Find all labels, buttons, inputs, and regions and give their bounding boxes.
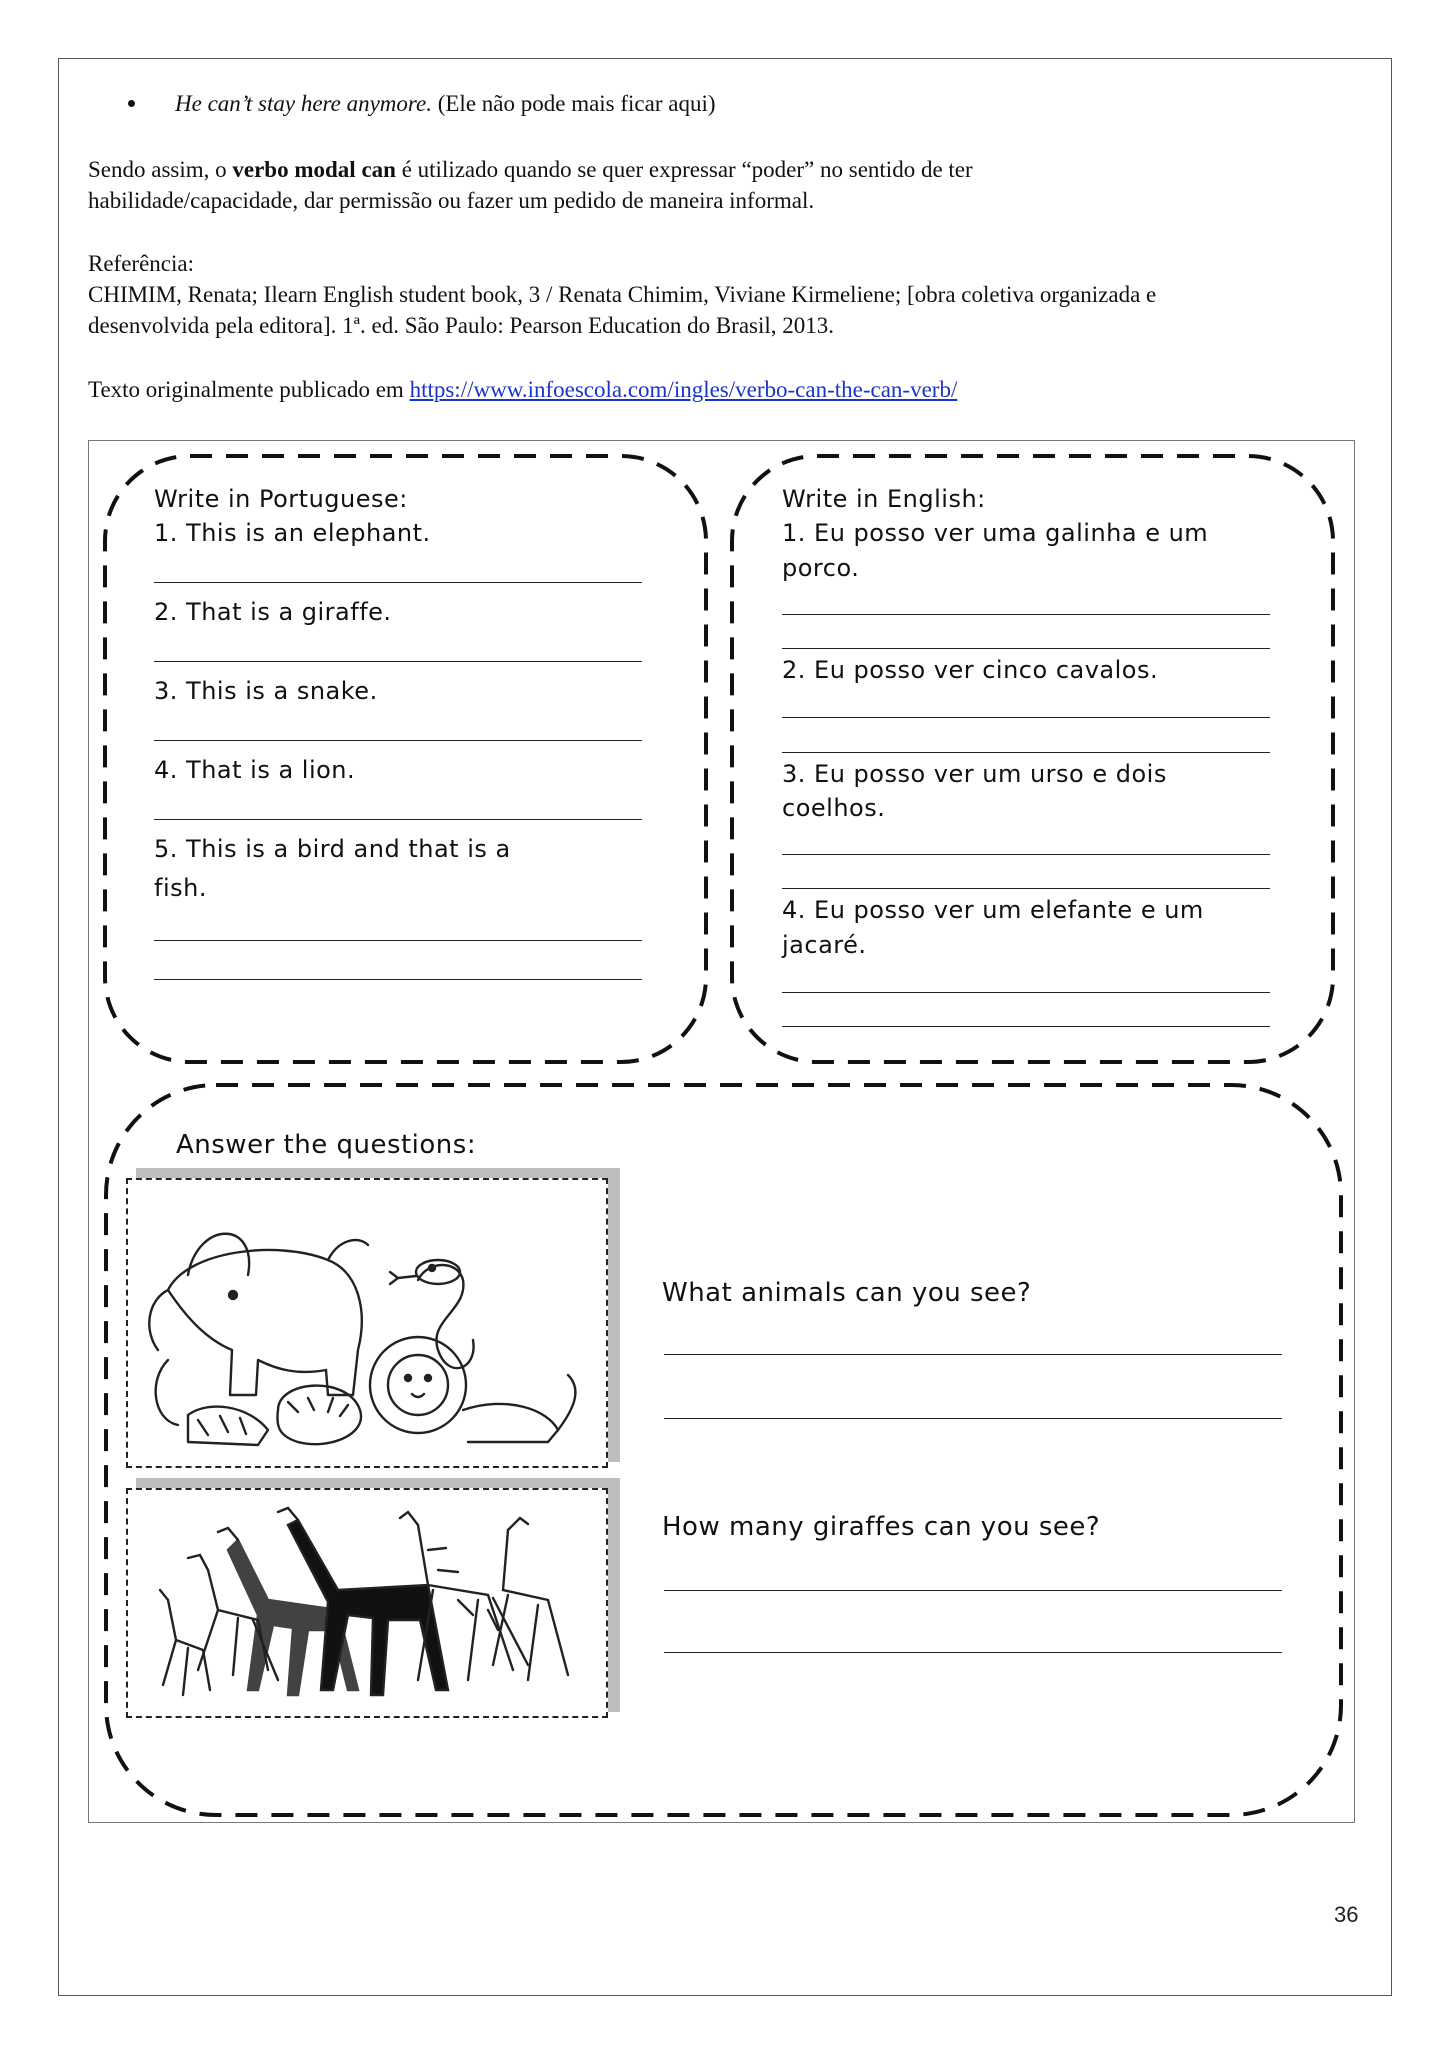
en-item-4-cont: jacaré.: [782, 931, 867, 959]
q1-answer-line-1[interactable]: [664, 1354, 1282, 1355]
q1-answer-line-2[interactable]: [664, 1418, 1282, 1419]
portuguese-title: Write in Portuguese:: [154, 485, 408, 513]
pt-item-5-cont: fish.: [154, 874, 207, 902]
en-item-3-cont: coelhos.: [782, 794, 886, 822]
summary-suffix: é utilizado quando se quer expressar “poder” no sentido de ter: [401, 157, 973, 182]
elephant-drawing: [168, 1250, 362, 1395]
en-item-4: 4. Eu posso ver um elefante e um: [782, 896, 1204, 924]
pt-item-3: 3. This is a snake.: [154, 677, 378, 705]
pt-item-5: 5. This is a bird and that is a: [154, 835, 511, 863]
giraffes-picture: [126, 1488, 608, 1718]
pt-answer-line-5a[interactable]: [154, 940, 642, 941]
en-answer-line-3b[interactable]: [782, 888, 1270, 889]
en-answer-line-1b[interactable]: [782, 648, 1270, 649]
pt-answer-line-5b[interactable]: [154, 979, 642, 980]
source-link[interactable]: https://www.infoescola.com/ingles/verbo-can-the-can-verb/: [409, 377, 958, 402]
question-1: What animals can you see?: [662, 1278, 1032, 1308]
source-prefix: Texto originalmente publicado em: [88, 377, 404, 402]
giraffe-drawing: [493, 1518, 568, 1680]
english-title: Write in English:: [782, 485, 986, 513]
en-answer-line-2b[interactable]: [782, 752, 1270, 753]
en-item-3: 3. Eu posso ver um urso e dois: [782, 760, 1167, 788]
giraffe-drawing: [160, 1590, 210, 1695]
en-item-2: 2. Eu posso ver cinco cavalos.: [782, 656, 1159, 684]
en-answer-line-2a[interactable]: [782, 717, 1270, 718]
bullet-translation: (Ele não pode mais ficar aqui): [437, 91, 716, 116]
giraffes-illustration: [128, 1490, 606, 1716]
en-answer-line-4b[interactable]: [782, 1026, 1270, 1027]
questions-title: Answer the questions:: [176, 1130, 477, 1160]
reference-label: Referência:: [88, 251, 194, 276]
summary-prefix: Sendo assim, o: [88, 157, 227, 182]
q2-answer-line-2[interactable]: [664, 1652, 1282, 1653]
question-2: How many giraffes can you see?: [662, 1512, 1101, 1542]
animals-illustration: [128, 1180, 606, 1466]
pt-item-2: 2. That is a giraffe.: [154, 598, 392, 626]
page-number: 36: [1334, 1902, 1359, 1927]
snake-drawing: [418, 1265, 474, 1368]
en-answer-line-4a[interactable]: [782, 992, 1270, 993]
pt-item-1: 1. This is an elephant.: [154, 519, 431, 547]
en-item-1-cont: porco.: [782, 554, 860, 582]
lion-drawing: [370, 1337, 466, 1433]
en-answer-line-1a[interactable]: [782, 614, 1270, 615]
bullet-sentence: He can’t stay here anymore.: [175, 91, 432, 116]
pt-answer-line-2[interactable]: [154, 661, 642, 662]
pt-answer-line-1[interactable]: [154, 582, 642, 583]
reference-line-1: CHIMIM, Renata; Ilearn English student book, 3 / Renata Chimim, Viviane Kirmeliene; [obra coletiva organizada e: [88, 282, 1157, 307]
pt-answer-line-3[interactable]: [154, 740, 642, 741]
animals-picture: [126, 1178, 608, 1468]
tiger-drawing: [277, 1386, 361, 1445]
en-item-1: 1. Eu posso ver uma galinha e um: [782, 519, 1209, 547]
pt-answer-line-4[interactable]: [154, 819, 642, 820]
summary-bold: verbo modal can: [232, 157, 396, 182]
q2-answer-line-1[interactable]: [664, 1590, 1282, 1591]
en-answer-line-3a[interactable]: [782, 854, 1270, 855]
reference-line-2: desenvolvida pela editora]. 1ª. ed. São Paulo: Pearson Education do Brasil, 2013.: [88, 313, 835, 338]
summary-line-2: habilidade/capacidade, dar permissão ou fazer um pedido de maneira informal.: [88, 188, 815, 213]
pt-item-4: 4. That is a lion.: [154, 756, 356, 784]
